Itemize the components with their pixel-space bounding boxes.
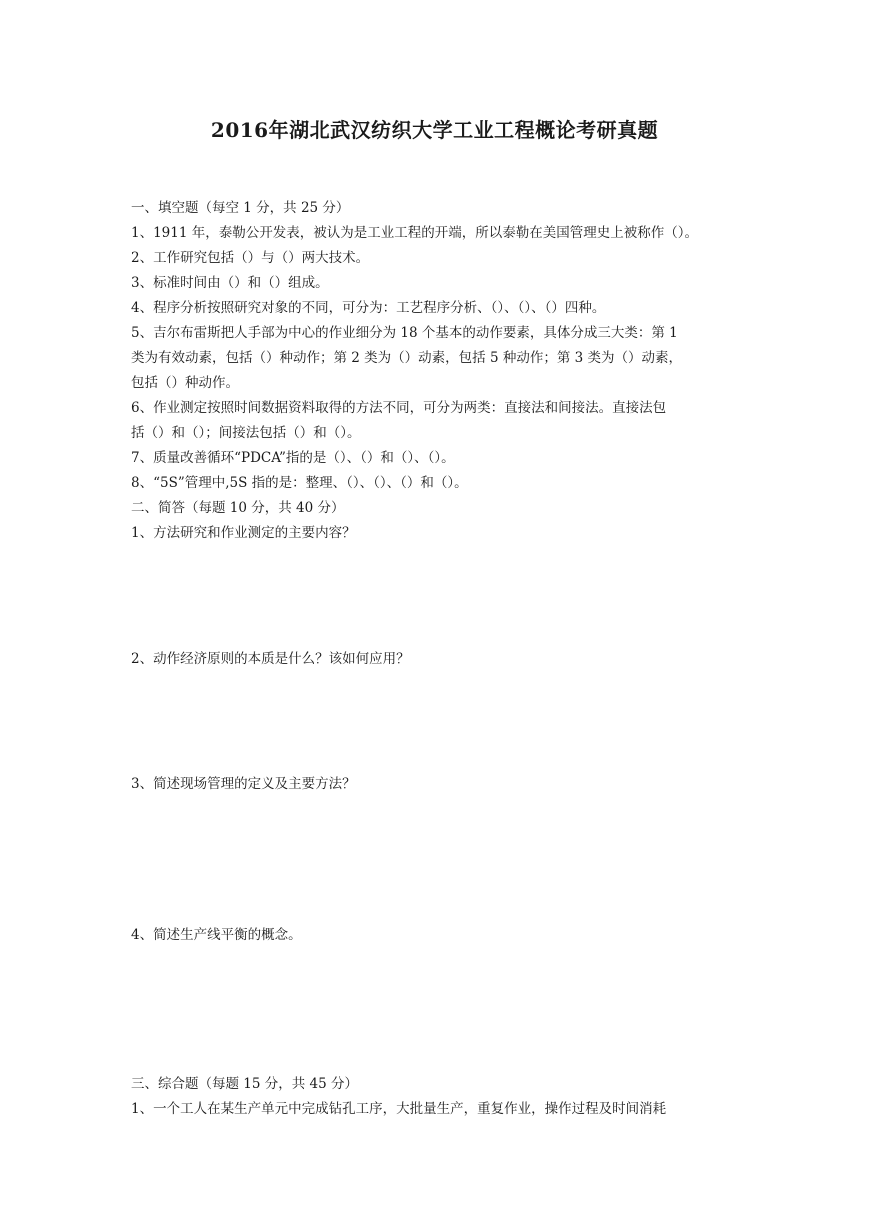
fill-question-8: 8、“5S”管理中,5S 指的是：整理、（）、（）、（）和（）。 xyxy=(131,475,468,491)
fill-question-6-line-2: 括（）和（）；间接法包括（）和（）。 xyxy=(131,425,361,441)
fill-question-4: 4、程序分析按照研究对象的不同，可分为：工艺程序分析、（）、（）、（）四种。 xyxy=(131,300,606,316)
fill-question-2: 2、工作研究包括（）与（）两大技术。 xyxy=(131,250,370,266)
short-answer-question-2: 2、动作经济原则的本质是什么？该如何应用？ xyxy=(131,651,410,667)
fill-question-3: 3、标准时间由（）和（）组成。 xyxy=(131,275,329,291)
fill-question-5-line-1: 5、吉尔布雷斯把人手部为中心的作业细分为 18 个基本的动作要素，具体分成三大类：第 1 xyxy=(131,325,678,341)
fill-question-5-line-3: 包括（）种动作。 xyxy=(131,375,239,391)
short-answer-question-1: 1、方法研究和作业测定的主要内容？ xyxy=(131,525,356,541)
fill-question-7: 7、质量改善循环“PDCA”指的是（）、（）和（）、（）。 xyxy=(131,450,455,466)
section1-heading: 一、填空题（每空 1 分，共 25 分） xyxy=(131,200,350,216)
page-title: 2016年湖北武汉纺织大学工业工程概论考研真题 xyxy=(210,118,659,142)
comprehensive-question-1: 1、一个工人在某生产单元中完成钻孔工序，大批量生产，重复作业，操作过程及时间消耗 xyxy=(131,1101,667,1117)
section3-heading: 三、综合题（每题 15 分，共 45 分） xyxy=(131,1076,359,1092)
fill-question-5-line-2: 类为有效动素，包括（）种动作；第 2 类为（）动素，包括 5 种动作；第 3 类为（）动素， xyxy=(131,350,683,366)
short-answer-question-3: 3、简述现场管理的定义及主要方法？ xyxy=(131,776,356,792)
short-answer-question-4: 4、简述生产线平衡的概念。 xyxy=(131,927,302,943)
fill-question-1: 1、1911 年，泰勒公开发表，被认为是工业工程的开端，所以泰勒在美国管理史上被称作（）。 xyxy=(131,225,698,241)
fill-question-6-line-1: 6、作业测定按照时间数据资料取得的方法不同，可分为两类：直接法和间接法。直接法包 xyxy=(131,400,667,416)
section2-heading: 二、简答（每题 10 分，共 40 分） xyxy=(131,500,345,516)
